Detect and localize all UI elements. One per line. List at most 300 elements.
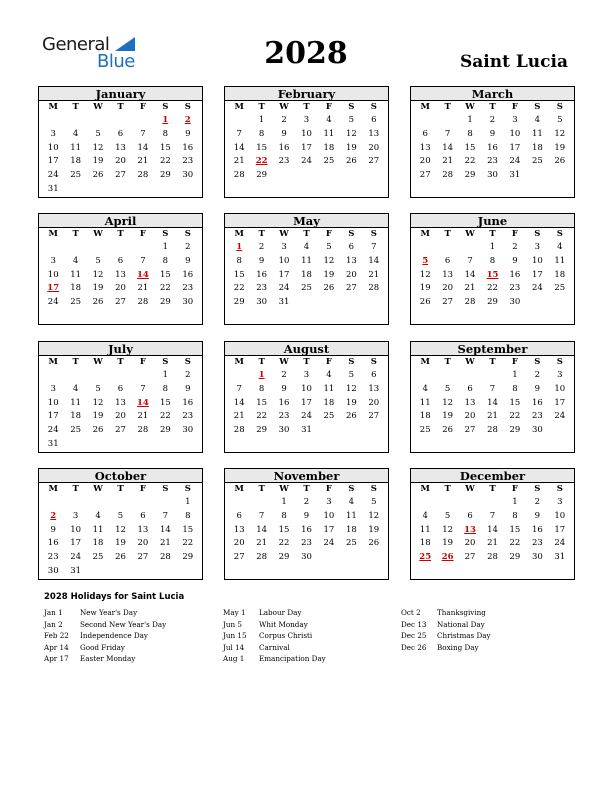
calendar-day: 7 bbox=[236, 128, 242, 139]
calendar-day: 7 bbox=[162, 510, 169, 521]
calendar-day: 21 bbox=[233, 156, 245, 167]
weekday-label: W bbox=[279, 229, 289, 239]
calendar-day: 24 bbox=[554, 538, 566, 549]
holiday-day: 17 bbox=[47, 283, 60, 294]
calendar-day: 9 bbox=[281, 383, 287, 394]
calendar-day: 22 bbox=[159, 283, 171, 294]
calendar-day: 22 bbox=[233, 283, 245, 294]
holiday-date: Dec 25 bbox=[401, 631, 427, 640]
calendar-day: 1 bbox=[489, 242, 496, 252]
month-days-grid bbox=[225, 356, 388, 452]
empty-day bbox=[481, 565, 503, 579]
empty-day bbox=[481, 496, 503, 510]
calendar-day: 15 bbox=[233, 269, 245, 280]
calendar-day: 1 bbox=[281, 497, 287, 507]
empty-day bbox=[132, 183, 154, 197]
calendar-day: 14 bbox=[442, 142, 454, 153]
calendar-day: 28 bbox=[137, 425, 149, 436]
calendar-day: 26 bbox=[345, 411, 357, 422]
calendar-day: 28 bbox=[137, 170, 149, 181]
calendar-day: 27 bbox=[419, 170, 431, 181]
empty-day bbox=[414, 310, 436, 324]
calendar-day: 22 bbox=[182, 538, 194, 549]
calendar-day: 16 bbox=[278, 142, 290, 153]
holiday-day: 1 bbox=[236, 242, 243, 252]
weekday-label: T bbox=[72, 102, 79, 112]
calendar-day: 29 bbox=[256, 170, 268, 181]
calendar-day: 14 bbox=[233, 142, 245, 153]
holiday-day: 1 bbox=[162, 115, 169, 125]
month-april bbox=[38, 213, 203, 325]
empty-day bbox=[132, 241, 154, 255]
calendar-day: 12 bbox=[92, 269, 104, 280]
holiday-entry bbox=[44, 607, 204, 619]
calendar-day: 18 bbox=[531, 142, 543, 153]
month-january bbox=[38, 86, 203, 198]
calendar-day: 18 bbox=[323, 142, 335, 153]
calendar-day: 23 bbox=[509, 283, 521, 294]
holiday-entry bbox=[223, 642, 383, 654]
holiday-date: Jul 14 bbox=[223, 642, 245, 652]
calendar-day: 19 bbox=[419, 283, 431, 294]
empty-day bbox=[318, 565, 340, 579]
calendar-day: 5 bbox=[444, 510, 451, 521]
calendar-day: 3 bbox=[557, 497, 563, 507]
calendar-day: 13 bbox=[442, 269, 454, 280]
calendar-day: 6 bbox=[371, 370, 377, 380]
weekday-label: M bbox=[48, 484, 58, 494]
empty-day bbox=[526, 310, 548, 324]
calendar-day: 2 bbox=[258, 242, 265, 252]
calendar-day: 18 bbox=[92, 538, 104, 549]
calendar-day: 18 bbox=[419, 411, 431, 422]
month-title: October bbox=[39, 469, 202, 483]
empty-day bbox=[436, 241, 458, 255]
calendar-day: 4 bbox=[422, 510, 428, 521]
calendar-day: 9 bbox=[281, 128, 287, 139]
empty-day bbox=[549, 310, 571, 324]
holiday-date: Jun 15 bbox=[223, 631, 247, 640]
empty-day bbox=[363, 551, 385, 565]
calendar-day: 27 bbox=[368, 411, 380, 422]
calendar-day: 12 bbox=[345, 128, 357, 139]
weekday-label: T bbox=[258, 484, 265, 494]
empty-day bbox=[109, 114, 131, 128]
calendar-day: 24 bbox=[278, 283, 290, 294]
empty-day bbox=[459, 496, 481, 510]
calendar-day: 29 bbox=[278, 552, 290, 563]
empty-day bbox=[132, 114, 154, 128]
empty-day bbox=[228, 369, 250, 383]
calendar-day: 2 bbox=[185, 370, 191, 380]
calendar-day: 20 bbox=[368, 397, 380, 408]
calendar-day: 7 bbox=[236, 383, 242, 394]
calendar-day: 26 bbox=[323, 283, 335, 294]
calendar-day: 13 bbox=[368, 383, 380, 394]
calendar-day: 5 bbox=[326, 242, 332, 252]
calendar-day: 8 bbox=[162, 255, 169, 266]
weekday-label: S bbox=[348, 484, 355, 494]
weekday-label: S bbox=[370, 102, 377, 112]
weekday-label: T bbox=[444, 102, 451, 112]
weekday-label: T bbox=[303, 484, 310, 494]
month-days-grid bbox=[411, 228, 574, 324]
holiday-name: Good Friday bbox=[80, 642, 125, 652]
empty-day bbox=[318, 424, 340, 438]
weekday-label: S bbox=[534, 484, 541, 494]
calendar-day: 7 bbox=[371, 242, 377, 252]
weekday-label: T bbox=[72, 229, 79, 239]
calendar-day: 27 bbox=[368, 156, 380, 167]
calendar-day: 12 bbox=[92, 142, 104, 153]
weekday-label: S bbox=[534, 357, 541, 367]
calendar-day: 11 bbox=[554, 255, 566, 266]
empty-day bbox=[414, 241, 436, 255]
calendar-day: 26 bbox=[115, 552, 126, 563]
weekday-label: T bbox=[117, 229, 124, 239]
empty-day bbox=[459, 183, 481, 197]
holiday-date: Apr 17 bbox=[44, 654, 69, 663]
calendar-day: 26 bbox=[442, 425, 454, 436]
month-title: August bbox=[225, 342, 388, 356]
weekday-label: S bbox=[556, 484, 563, 494]
calendar-day: 18 bbox=[70, 156, 82, 167]
page-title: 2028 bbox=[264, 36, 348, 71]
calendar-day: 1 bbox=[512, 370, 518, 380]
calendar-day: 25 bbox=[92, 552, 104, 563]
calendar-day: 11 bbox=[323, 128, 335, 139]
calendar-day: 26 bbox=[345, 156, 357, 167]
holiday-day: 14 bbox=[137, 397, 149, 408]
empty-day bbox=[228, 114, 250, 128]
calendar-day: 10 bbox=[301, 128, 312, 139]
calendar-day: 15 bbox=[159, 142, 171, 153]
calendar-day: 30 bbox=[531, 552, 543, 563]
calendar-day: 25 bbox=[531, 156, 543, 167]
calendar-day: 19 bbox=[92, 283, 104, 294]
calendar-day: 16 bbox=[47, 538, 59, 549]
holiday-entry bbox=[223, 619, 383, 631]
holiday-entry bbox=[401, 642, 561, 654]
calendar-day: 7 bbox=[489, 383, 496, 394]
calendar-day: 9 bbox=[534, 510, 541, 521]
calendar-day: 27 bbox=[115, 170, 126, 181]
calendar-day: 12 bbox=[345, 383, 357, 394]
calendar-day: 10 bbox=[278, 255, 290, 266]
calendar-day: 30 bbox=[47, 565, 59, 576]
calendar-day: 7 bbox=[258, 510, 265, 521]
month-title: December bbox=[411, 469, 574, 483]
calendar-day: 13 bbox=[115, 142, 126, 153]
calendar-day: 13 bbox=[419, 142, 431, 153]
calendar-day: 20 bbox=[115, 156, 126, 167]
month-february bbox=[224, 86, 389, 198]
empty-day bbox=[526, 438, 548, 452]
holiday-date: Oct 2 bbox=[401, 608, 421, 617]
calendar-day: 29 bbox=[487, 297, 498, 308]
holiday-day: 14 bbox=[137, 269, 149, 280]
calendar-day: 19 bbox=[345, 397, 357, 408]
empty-day bbox=[87, 241, 109, 255]
calendar-day: 18 bbox=[554, 269, 566, 280]
holiday-name: Labour Day bbox=[259, 608, 302, 617]
weekday-label: W bbox=[93, 229, 103, 239]
calendar-day: 26 bbox=[92, 170, 104, 181]
calendar-day: 18 bbox=[70, 411, 82, 422]
empty-day bbox=[549, 565, 571, 579]
calendar-day: 19 bbox=[554, 142, 566, 153]
calendar-day: 29 bbox=[182, 552, 194, 563]
month-title: September bbox=[411, 342, 574, 356]
calendar-day: 13 bbox=[368, 128, 380, 139]
calendar-day: 23 bbox=[256, 283, 268, 294]
weekday-label: W bbox=[93, 484, 103, 494]
calendar-day: 15 bbox=[278, 524, 290, 535]
empty-day bbox=[459, 241, 481, 255]
calendar-day: 14 bbox=[368, 255, 380, 266]
calendar-day: 26 bbox=[368, 538, 380, 549]
calendar-day: 3 bbox=[303, 370, 310, 380]
calendar-day: 18 bbox=[419, 538, 431, 549]
empty-day bbox=[228, 438, 250, 452]
empty-day bbox=[436, 438, 458, 452]
calendar-day: 19 bbox=[323, 269, 335, 280]
calendar-day: 23 bbox=[301, 538, 312, 549]
calendar-day: 26 bbox=[92, 297, 104, 308]
calendar-day: 28 bbox=[233, 170, 245, 181]
calendar-day: 29 bbox=[159, 170, 171, 181]
empty-day bbox=[109, 565, 131, 579]
empty-day bbox=[87, 114, 109, 128]
empty-day bbox=[526, 169, 548, 183]
weekday-label: S bbox=[370, 357, 377, 367]
calendar-day: 3 bbox=[50, 255, 56, 266]
calendar-day: 2 bbox=[489, 115, 496, 125]
calendar-day: 5 bbox=[95, 383, 101, 394]
calendar-day: 3 bbox=[534, 242, 541, 252]
empty-day bbox=[481, 310, 503, 324]
empty-day bbox=[414, 565, 436, 579]
empty-day bbox=[549, 296, 571, 310]
calendar-day: 28 bbox=[487, 552, 498, 563]
empty-day bbox=[295, 183, 317, 197]
empty-day bbox=[109, 496, 131, 510]
empty-day bbox=[318, 183, 340, 197]
empty-day bbox=[318, 310, 340, 324]
holiday-column bbox=[401, 607, 561, 653]
empty-day bbox=[549, 424, 571, 438]
weekday-label: W bbox=[279, 484, 289, 494]
weekday-label: S bbox=[184, 102, 191, 112]
weekday-label: T bbox=[489, 102, 496, 112]
month-november bbox=[224, 468, 389, 580]
calendar-day: 29 bbox=[233, 297, 245, 308]
calendar-day: 15 bbox=[159, 269, 171, 280]
weekday-label: T bbox=[117, 102, 124, 112]
empty-day bbox=[436, 496, 458, 510]
weekday-label: S bbox=[184, 484, 191, 494]
calendar-day: 23 bbox=[278, 411, 290, 422]
empty-day bbox=[340, 310, 362, 324]
empty-day bbox=[154, 438, 176, 452]
calendar-day: 12 bbox=[323, 255, 335, 266]
empty-day bbox=[318, 551, 340, 565]
calendar-day: 3 bbox=[326, 497, 332, 507]
empty-day bbox=[64, 114, 86, 128]
calendar-day: 4 bbox=[557, 242, 563, 252]
calendar-day: 9 bbox=[258, 255, 265, 266]
month-days-grid bbox=[411, 356, 574, 452]
calendar-day: 21 bbox=[137, 156, 149, 167]
calendar-day: 2 bbox=[185, 242, 191, 252]
calendar-day: 10 bbox=[47, 269, 59, 280]
calendar-day: 11 bbox=[70, 142, 82, 153]
empty-day bbox=[64, 183, 86, 197]
calendar-day: 11 bbox=[531, 128, 543, 139]
calendar-day: 16 bbox=[182, 142, 194, 153]
holiday-date: Jan 2 bbox=[44, 619, 63, 629]
empty-day bbox=[481, 183, 503, 197]
weekday-label: S bbox=[162, 484, 169, 494]
calendar-day: 12 bbox=[419, 269, 431, 280]
empty-day bbox=[42, 241, 64, 255]
empty-day bbox=[340, 296, 362, 310]
calendar-day: 18 bbox=[301, 269, 312, 280]
calendar-day: 30 bbox=[182, 297, 194, 308]
month-days-grid bbox=[225, 101, 388, 197]
calendar-day: 16 bbox=[531, 397, 543, 408]
empty-day bbox=[363, 438, 385, 452]
calendar-day: 4 bbox=[326, 115, 332, 125]
weekday-label: W bbox=[93, 102, 103, 112]
empty-day bbox=[459, 310, 481, 324]
weekday-label: T bbox=[117, 357, 124, 367]
calendar-day: 11 bbox=[92, 524, 104, 535]
calendar-day: 26 bbox=[92, 425, 104, 436]
calendar-day: 13 bbox=[115, 397, 126, 408]
calendar-day: 30 bbox=[301, 552, 312, 563]
calendar-day: 7 bbox=[467, 255, 473, 266]
empty-day bbox=[318, 296, 340, 310]
calendar-day: 19 bbox=[442, 411, 454, 422]
weekday-label: T bbox=[72, 484, 79, 494]
weekday-label: F bbox=[325, 357, 332, 367]
weekday-label: F bbox=[139, 357, 146, 367]
calendar-day: 16 bbox=[301, 524, 312, 535]
empty-day bbox=[273, 310, 295, 324]
calendar-day: 6 bbox=[117, 255, 124, 266]
empty-day bbox=[363, 565, 385, 579]
calendar-day: 12 bbox=[115, 524, 126, 535]
calendar-day: 20 bbox=[419, 156, 431, 167]
empty-day bbox=[228, 496, 250, 510]
weekday-label: T bbox=[444, 357, 451, 367]
calendar-day: 13 bbox=[233, 524, 245, 535]
weekday-label: T bbox=[258, 357, 265, 367]
holiday-date: Feb 22 bbox=[44, 631, 69, 640]
calendar-day: 9 bbox=[50, 524, 56, 535]
weekday-label: M bbox=[420, 357, 430, 367]
empty-day bbox=[273, 183, 295, 197]
weekday-label: F bbox=[325, 229, 332, 239]
calendar-day: 31 bbox=[509, 170, 521, 181]
calendar-day: 21 bbox=[256, 538, 268, 549]
weekday-label: F bbox=[139, 229, 146, 239]
calendar-day: 1 bbox=[467, 115, 473, 125]
calendar-day: 9 bbox=[303, 510, 310, 521]
empty-day bbox=[154, 310, 176, 324]
calendar-day: 4 bbox=[348, 497, 355, 507]
empty-day bbox=[132, 310, 154, 324]
calendar-day: 10 bbox=[301, 383, 312, 394]
holiday-day: 2 bbox=[50, 510, 57, 521]
calendar-day: 28 bbox=[159, 552, 171, 563]
calendar-day: 23 bbox=[531, 538, 543, 549]
weekday-label: M bbox=[234, 102, 244, 112]
holiday-date: Dec 13 bbox=[401, 619, 427, 629]
holiday-name: Corpus Christi bbox=[259, 631, 313, 640]
empty-day bbox=[414, 496, 436, 510]
calendar-day: 22 bbox=[487, 283, 498, 294]
calendar-day: 24 bbox=[301, 411, 312, 422]
empty-day bbox=[295, 565, 317, 579]
calendar-day: 24 bbox=[323, 538, 335, 549]
empty-day bbox=[436, 183, 458, 197]
calendar-day: 27 bbox=[115, 297, 126, 308]
month-june bbox=[410, 213, 575, 325]
calendar-day: 5 bbox=[117, 510, 124, 521]
calendar-day: 3 bbox=[512, 115, 518, 125]
weekday-label: T bbox=[444, 484, 451, 494]
weekday-label: W bbox=[465, 229, 475, 239]
empty-day bbox=[295, 169, 317, 183]
calendar-day: 11 bbox=[70, 397, 82, 408]
calendar-day: 18 bbox=[70, 283, 82, 294]
calendar-day: 27 bbox=[233, 552, 245, 563]
empty-day bbox=[177, 183, 199, 197]
weekday-label: T bbox=[303, 357, 310, 367]
calendar-day: 20 bbox=[115, 283, 126, 294]
holiday-date: Jun 5 bbox=[223, 619, 242, 629]
empty-day bbox=[481, 438, 503, 452]
calendar-day: 4 bbox=[422, 383, 428, 394]
holiday-entry bbox=[223, 630, 383, 642]
calendar-day: 20 bbox=[464, 411, 476, 422]
empty-day bbox=[414, 369, 436, 383]
calendar-day: 10 bbox=[509, 128, 521, 139]
calendar-day: 26 bbox=[554, 156, 566, 167]
calendar-day: 2 bbox=[303, 497, 310, 507]
calendar-day: 6 bbox=[140, 510, 146, 521]
calendar-day: 15 bbox=[509, 524, 521, 535]
calendar-day: 25 bbox=[323, 411, 335, 422]
calendar-day: 14 bbox=[233, 397, 245, 408]
calendar-day: 19 bbox=[115, 538, 126, 549]
calendar-day: 11 bbox=[70, 269, 82, 280]
calendar-day: 1 bbox=[162, 242, 169, 252]
calendar-day: 8 bbox=[162, 383, 169, 394]
empty-day bbox=[363, 424, 385, 438]
holiday-name: Carnival bbox=[259, 642, 290, 652]
empty-day bbox=[504, 310, 526, 324]
calendar-day: 25 bbox=[301, 283, 312, 294]
calendar-day: 9 bbox=[534, 383, 541, 394]
calendar-day: 31 bbox=[554, 552, 566, 563]
calendar-day: 8 bbox=[236, 255, 242, 266]
empty-day bbox=[87, 565, 109, 579]
calendar-day: 30 bbox=[278, 425, 290, 436]
holiday-day: 13 bbox=[464, 524, 476, 535]
